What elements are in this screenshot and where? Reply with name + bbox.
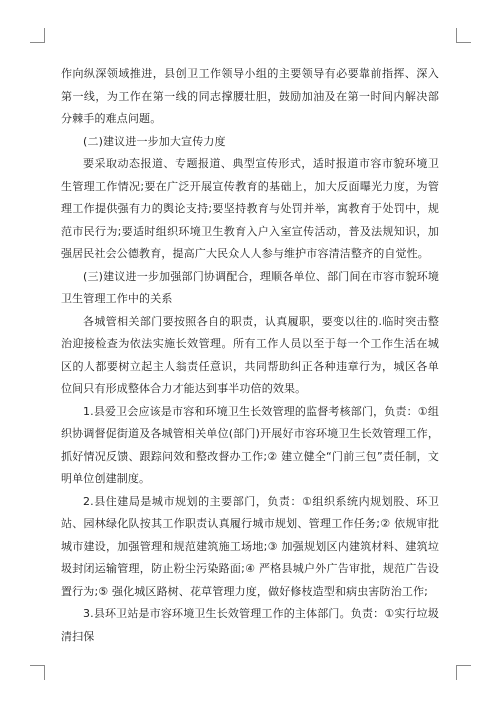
paragraph-publicity: 要采取动态报道、专题报道、典型宣传形式，适时报道市容市貌环境卫生管理工作情况;要在广泛开展宣传教育的基础上，加大反面曝光力度，为管理工作提供强有力的舆论支持;要坚持教育与处罚并举，寓教育于处罚中，规范市民行为;要适时组织环境卫生教育入户入室宣传活动，普及法规知识，加强居民社会公德教育，提高广大民众人人参与维护市容清洁整齐的自觉性。 [61, 157, 439, 260]
crop-mark-bottom-left [30, 665, 45, 680]
crop-mark-top-right [456, 28, 471, 43]
list-item-1: 1.县爱卫会应该是市容和环境卫生长效管理的监督考核部门，负责：①组织协调督促街道及各城管相关单位(部门)开展好市容环境卫生长效管理工作，抓好情况反馈、跟踪问效和整改督办工作;② 建立健全“门前三包”责任制，文明单位创建制度。 [61, 404, 439, 485]
document-body [61, 63, 439, 648]
list-item-3: 3.县环卫站是市容环境卫生长效管理工作的主体部门。负责：①实行垃圾清扫保 [61, 607, 439, 643]
crop-mark-bottom-right [456, 665, 471, 680]
section-heading-publicity: (二)建议进一步加大宣传力度 [83, 134, 226, 148]
crop-mark-top-left [30, 28, 45, 43]
list-item-2: 2.县住建局是城市规划的主要部门，负责：①组织系统内规划股、环卫站、园林绿化队按其工作职责认真履行城市规划、管理工作任务;② 依规审批城市建设，加强管理和规范建筑施工场地;③ 加强规划区内建筑材料、建筑垃圾封闭运输管理，防止粉尘污染路面;④ 严格县城户外广告审批，规范广告设置行为;⑤ 强化城区路树、花草管理力度，做好修枝造型和病虫害防治工作; [61, 494, 439, 598]
section-heading-coordination: (三)建议进一步加强部门协调配合，理顺各单位、部门间在市容市貌环境卫生管理工作中的关系 [61, 269, 439, 305]
paragraph-continuation: 作向纵深领域推进，县创卫工作领导小组的主要领导有必要靠前指挥、深入第一线，为工作在第一线的同志撑腰壮胆，鼓励加油及在第一时间内解决部分棘手的难点问题。 [61, 67, 439, 125]
paragraph-coordination: 各城管相关部门要按照各自的职责，认真履职，要变以往的.临时突击整治迎接检查为依法实施长效管理。所有工作人员以至于每一个工作生活在城区的人都要树立起主人翁责任意识，共同帮助纠正各种违章行为，城区各单位间只有形成整体合力才能达到事半功倍的效果。 [61, 314, 439, 395]
